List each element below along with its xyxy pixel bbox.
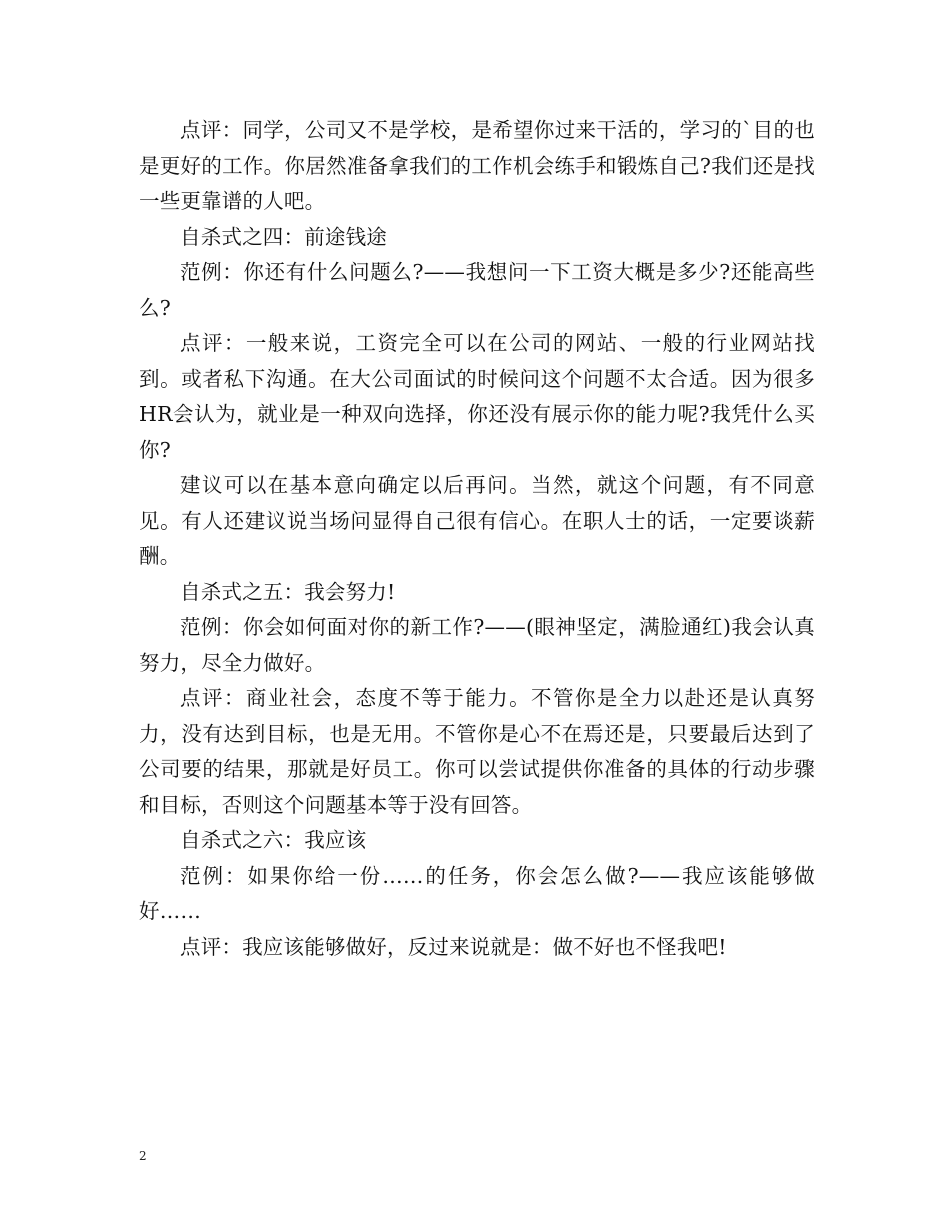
paragraph-comment-should: 点评：我应该能够做好，反过来说就是：做不好也不怪我吧! (180, 934, 727, 959)
paragraph-example-salary: 范例：你还有什么问题么?——我想问一下工资大概是多少?还能高些么? (139, 260, 815, 320)
paragraph-comment-salary: 点评：一般来说，工资完全可以在公司的网站、一般的行业网站找到。或者私下沟通。在大公司面试的时候问这个问题不太合适。因为很多HR会认为，就业是一种双向选择，你还没有展示你的能力呢?我凭什么买你? (139, 331, 815, 462)
heading-suicide-4: 自杀式之四：前途钱途 (180, 224, 387, 249)
heading-suicide-6: 自杀式之六：我应该 (180, 828, 367, 852)
heading-suicide-5: 自杀式之五：我会努力! (180, 579, 396, 604)
page-number: 2 (139, 1149, 147, 1163)
document-body (139, 113, 815, 965)
paragraph-comment-study: 点评：同学，公司又不是学校，是希望你过来干活的，学习的`目的也是更好的工作。你居然准备拿我们的工作机会练手和锻炼自己?我们还是找一些更靠谱的人吧。 (139, 118, 815, 213)
paragraph-advice-salary: 建议可以在基本意向确定以后再问。当然，就这个问题，有不同意见。有人还建议说当场问显得自己很有信心。在职人士的话，一定要谈薪酬。 (139, 473, 815, 568)
paragraph-example-should: 范例：如果你给一份……的任务，你会怎么做?——我应该能够做好…… (139, 863, 815, 923)
paragraph-comment-effort: 点评：商业社会，态度不等于能力。不管你是全力以赴还是认真努力，没有达到目标，也是无用。不管你是心不在焉还是，只要最后达到了公司要的结果，那就是好员工。你可以尝试提供你准备的具体的行动步骤和目标，否则这个问题基本等于没有回答。 (139, 686, 815, 817)
paragraph-example-effort: 范例：你会如何面对你的新工作?——(眼神坚定，满脸通红)我会认真努力，尽全力做好。 (139, 615, 815, 675)
